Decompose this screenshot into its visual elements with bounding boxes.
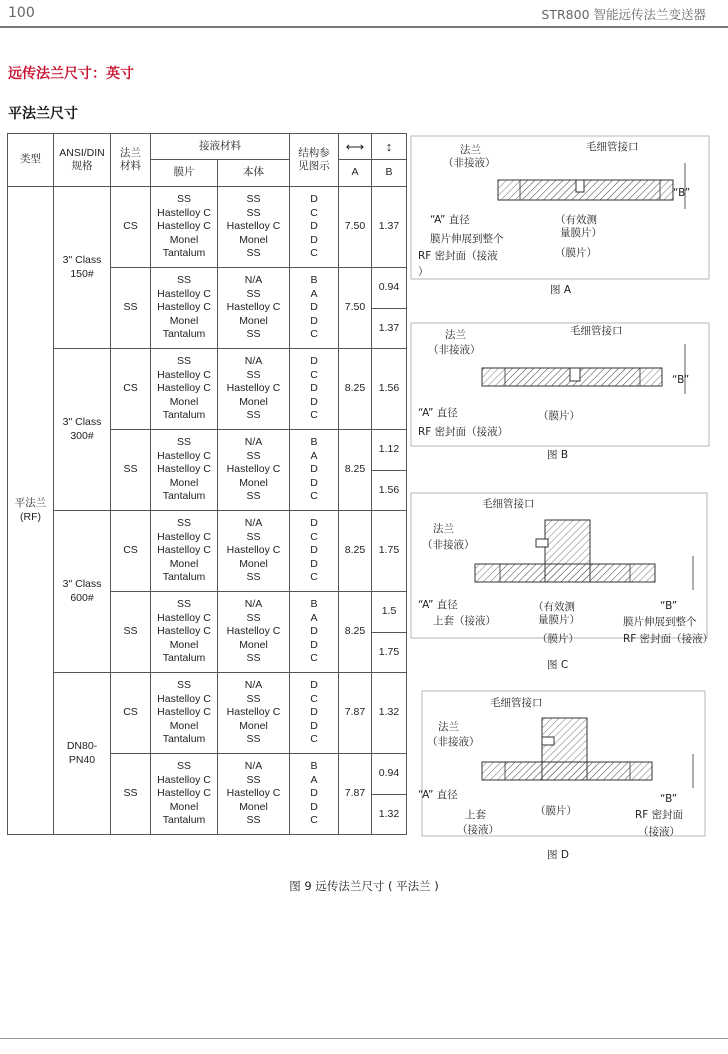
dim-a-cell: 8.25: [339, 430, 372, 511]
dim-b-cell: 1.56: [372, 470, 407, 511]
dim-b-cell: 1.75: [372, 632, 407, 673]
header-col-a: A: [339, 160, 372, 187]
spec-cell: 3" Class 600#: [54, 511, 111, 673]
flange-material-cell: SS: [111, 592, 151, 673]
figure-a: [410, 135, 710, 300]
header-body: 本体: [218, 160, 290, 187]
diaphragm-cell: SS Hastelloy C Hastelloy C Monel Tantalum: [151, 187, 218, 268]
fig-a-ext1: 膜片伸展到整个: [430, 233, 504, 245]
fig-a-effective2: 量膜片）: [560, 227, 602, 239]
diaphragm-cell: SS Hastelloy C Hastelloy C Monel Tantalum: [151, 430, 218, 511]
body-cell: SS SS Hastelloy C Monel SS: [218, 187, 290, 268]
figure-d-drawing: [410, 690, 722, 865]
figure-a-drawing: [410, 135, 710, 300]
fig-a-diaphragm: （膜片）: [555, 247, 597, 259]
fig-c-flange-label: 法兰: [433, 523, 454, 535]
header-rule: [0, 26, 728, 28]
header-arrow-b: ↕: [372, 134, 407, 160]
flange-material-cell: SS: [111, 430, 151, 511]
structure-cell: D C D D C: [290, 349, 339, 430]
type-cell: 平法兰 (RF): [8, 187, 54, 835]
dim-b-cell: 1.75: [372, 511, 407, 592]
fig-a-b-dim: “B”: [673, 187, 691, 199]
dim-a-cell: 7.50: [339, 268, 372, 349]
fig-a-non-wetted-label: （非接液）: [443, 157, 496, 169]
fig-d-capillary-label: 毛细管接口: [490, 697, 543, 709]
header-structure: 结构参 见图示: [290, 134, 339, 187]
header-arrow-a: ⟷: [339, 134, 372, 160]
fig-d-sleeve1: 上套: [465, 809, 486, 821]
structure-cell: B A D D C: [290, 268, 339, 349]
structure-cell: D C D D C: [290, 187, 339, 268]
flange-material-cell: SS: [111, 268, 151, 349]
dim-a-cell: 7.87: [339, 673, 372, 754]
fig-d-non-wetted-label: （非接液）: [427, 736, 480, 748]
table-row: [8, 511, 407, 592]
figure-b-drawing: [410, 322, 710, 462]
figure-d: [410, 690, 722, 865]
figure-c-drawing: [410, 492, 722, 672]
header-diaphragm: 膜片: [151, 160, 218, 187]
body-cell: N/A SS Hastelloy C Monel SS: [218, 349, 290, 430]
dim-a-cell: 8.25: [339, 349, 372, 430]
diaphragm-cell: SS Hastelloy C Hastelloy C Monel Tantalum: [151, 511, 218, 592]
fig-a-flange-label: 法兰: [460, 144, 481, 156]
diaphragm-cell: SS Hastelloy C Hastelloy C Monel Tantalum: [151, 754, 218, 835]
header-col-b: B: [372, 160, 407, 187]
figure-b: [410, 322, 710, 462]
structure-cell: B A D D C: [290, 592, 339, 673]
structure-cell: D C D D C: [290, 511, 339, 592]
fig-c-capillary-label: 毛细管接口: [482, 498, 535, 510]
section-title: 远传法兰尺寸：英寸: [8, 66, 134, 82]
flange-material-cell: CS: [111, 673, 151, 754]
spec-cell: DN80- PN40: [54, 673, 111, 835]
fig-b-non-wetted-label: （非接液）: [428, 344, 481, 356]
dim-b-cell: 1.5: [372, 592, 407, 633]
fig-c-a-dia: “A” 直径: [418, 599, 458, 611]
fig-d-sleeve2: （接液）: [457, 824, 499, 836]
body-cell: N/A SS Hastelloy C Monel SS: [218, 430, 290, 511]
document-title: STR800 智能远传法兰变送器: [541, 7, 706, 22]
fig-b-flange-label: 法兰: [445, 329, 466, 341]
fig-c-ext2: RF 密封面（接液）: [623, 633, 714, 645]
figure-c: [410, 492, 722, 672]
subsection-title: 平法兰尺寸: [8, 106, 78, 122]
diaphragm-cell: SS Hastelloy C Hastelloy C Monel Tantalum: [151, 592, 218, 673]
flange-material-cell: CS: [111, 349, 151, 430]
spec-cell: 3" Class 150#: [54, 187, 111, 349]
flange-material-cell: CS: [111, 511, 151, 592]
flange-material-cell: CS: [111, 187, 151, 268]
fig-a-a-dia: “A” 直径: [430, 214, 470, 226]
fig-b-b-dim: “B”: [672, 374, 690, 386]
fig-a-ext2: RF 密封面（接液: [418, 250, 498, 262]
dim-b-cell: 1.37: [372, 308, 407, 349]
table-body: [8, 134, 407, 835]
header-flange-material: 法兰 材料: [111, 134, 151, 187]
body-cell: N/A SS Hastelloy C Monel SS: [218, 754, 290, 835]
table-row: [8, 349, 407, 430]
dim-b-cell: 1.56: [372, 349, 407, 430]
flange-material-cell: SS: [111, 754, 151, 835]
fig-c-effective: （有效测: [533, 601, 575, 613]
diaphragm-cell: SS Hastelloy C Hastelloy C Monel Tantalum: [151, 673, 218, 754]
structure-cell: D C D D C: [290, 673, 339, 754]
fig-c-sleeve: 上套（接液）: [433, 615, 496, 627]
fig-d-rf1: RF 密封面: [635, 809, 684, 821]
fig-b-caption: 图 B: [547, 449, 569, 461]
fig-a-ext3: ）: [418, 266, 429, 278]
body-cell: N/A SS Hastelloy C Monel SS: [218, 268, 290, 349]
spec-cell: 3" Class 300#: [54, 349, 111, 511]
structure-cell: B A D D C: [290, 430, 339, 511]
fig-c-effective2: 量膜片）: [538, 614, 580, 626]
dim-b-cell: 1.12: [372, 430, 407, 471]
fig-c-ext1: 膜片伸展到整个: [623, 616, 697, 628]
fig-c-non-wetted-label: （非接液）: [422, 539, 475, 551]
dim-b-cell: 0.94: [372, 268, 407, 309]
dim-b-cell: 1.32: [372, 794, 407, 835]
fig-d-diaphragm: （膜片）: [535, 805, 577, 817]
figure-caption: 图 9 远传法兰尺寸 ( 平法兰 ): [289, 879, 439, 893]
flange-dimension-table: [7, 133, 407, 835]
body-cell: N/A SS Hastelloy C Monel SS: [218, 673, 290, 754]
fig-c-b-dim: “B”: [660, 600, 678, 612]
fig-d-b-dim: “B”: [660, 793, 678, 805]
fig-c-diaphragm: （膜片）: [537, 633, 579, 645]
fig-b-a-dia: “A” 直径: [418, 407, 458, 419]
table-row: [8, 187, 407, 268]
diaphragm-cell: SS Hastelloy C Hastelloy C Monel Tantalum: [151, 268, 218, 349]
header-wetted-material: 接液材料: [151, 134, 290, 160]
dim-a-cell: 7.50: [339, 187, 372, 268]
fig-b-diaphragm: （膜片）: [538, 410, 580, 422]
dim-a-cell: 7.87: [339, 754, 372, 835]
header-ansi: ANSI/DIN 规格: [54, 134, 111, 187]
dim-a-cell: 8.25: [339, 511, 372, 592]
fig-a-capillary-label: 毛细管接口: [586, 141, 639, 153]
fig-d-a-dia: “A” 直径: [418, 789, 458, 801]
fig-c-caption: 图 C: [547, 659, 569, 671]
diaphragm-cell: SS Hastelloy C Hastelloy C Monel Tantalum: [151, 349, 218, 430]
footer-rule: [0, 1038, 728, 1039]
fig-b-capillary-label: 毛细管接口: [570, 325, 623, 337]
dim-a-cell: 8.25: [339, 592, 372, 673]
body-cell: N/A SS Hastelloy C Monel SS: [218, 511, 290, 592]
header-type: 类型: [8, 134, 54, 187]
fig-a-effective: （有效测: [555, 214, 597, 226]
fig-d-rf2: （接液）: [638, 826, 680, 838]
body-cell: N/A SS Hastelloy C Monel SS: [218, 592, 290, 673]
fig-d-flange-label: 法兰: [438, 721, 459, 733]
table-row: [8, 673, 407, 754]
fig-a-caption: 图 A: [550, 284, 572, 296]
page-number: 100: [8, 5, 35, 21]
dim-b-cell: 1.32: [372, 673, 407, 754]
structure-cell: B A D D C: [290, 754, 339, 835]
fig-d-caption: 图 D: [547, 849, 569, 861]
dim-b-cell: 1.37: [372, 187, 407, 268]
fig-b-rf-seal: RF 密封面（接液）: [418, 426, 509, 438]
dim-b-cell: 0.94: [372, 754, 407, 795]
